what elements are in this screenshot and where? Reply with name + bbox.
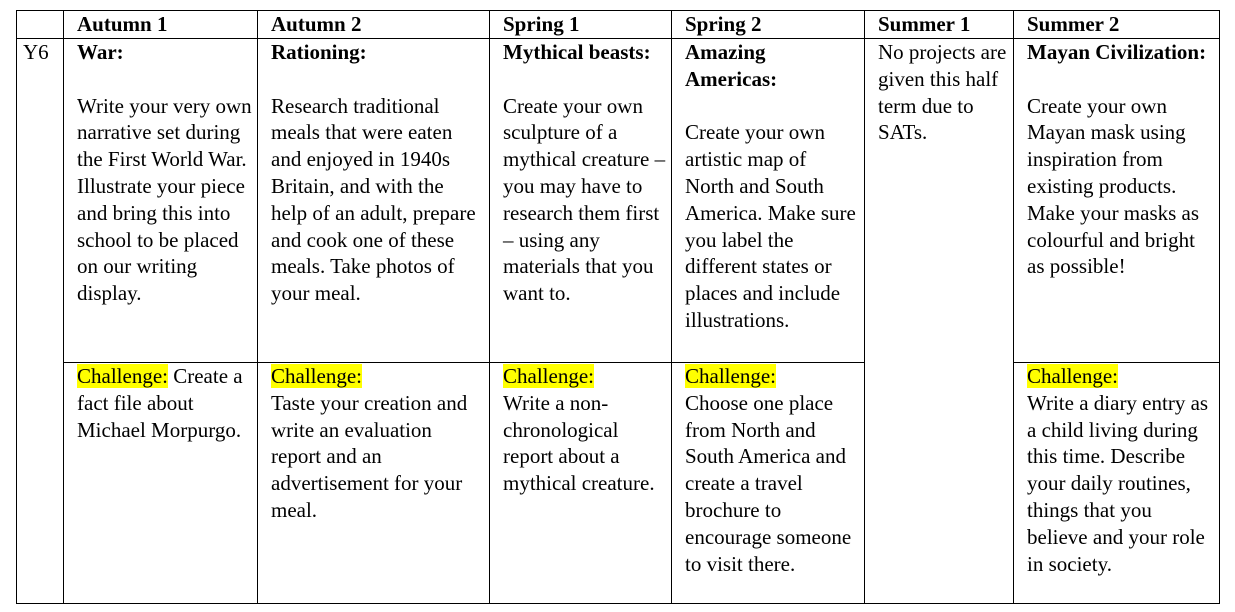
header-row: [17, 11, 1220, 39]
challenge-label: Challenge:: [503, 364, 594, 388]
project-text: Research traditional meals that were eaten and enjoyed in 1940s Britain, and with the help of an adult, prepare and cook one of these meals. Take photos of your meal.: [271, 93, 476, 306]
project-topic: Mayan Civilization:: [1027, 40, 1207, 64]
header-summer-2: Summer 2: [1014, 11, 1220, 39]
challenge-text: Choose one place from North and South America and create a travel brochure to encourage someone to visit there.: [685, 390, 852, 576]
year-label: Y6: [17, 39, 64, 604]
challenge-cell-spring-1: [490, 363, 672, 604]
challenge-text: Taste your creation and write an evaluation report and an advertisement for your meal.: [271, 390, 468, 522]
project-cell-spring-1: [490, 39, 672, 363]
challenge-text: Write a diary entry as a child living during this time. Describe your daily routines, things that you believe and your role in society.: [1027, 390, 1209, 576]
challenge-label: Challenge:: [271, 364, 362, 388]
project-topic: War:: [77, 40, 124, 64]
project-cell-summer-2: [1014, 39, 1220, 363]
challenge-label: Challenge:: [1027, 364, 1118, 388]
header-summer-1: Summer 1: [865, 11, 1014, 39]
project-text: Create your own artistic map of North and South America. Make sure you label the different states or places and include illustrations.: [685, 120, 856, 332]
project-cell-autumn-1: [64, 39, 258, 363]
challenge-text: Write a non-chronological report about a mythical creature.: [503, 390, 655, 496]
project-text: Write your very own narrative set during the First World War. Illustrate your piece and bring this into school to be placed on our writing display.: [77, 93, 252, 306]
project-text: No projects are given this half term due to SATs.: [878, 40, 1007, 145]
challenge-cell-summer-2: [1014, 363, 1220, 604]
challenge-label: Challenge:: [685, 364, 776, 388]
project-cell-summer-1: [865, 39, 1014, 604]
project-topic: Amazing Americas:: [685, 40, 778, 91]
header-autumn-2: Autumn 2: [258, 11, 490, 39]
project-topic: Rationing:: [271, 40, 367, 64]
projects-row: [17, 39, 1220, 363]
challenges-row: [17, 363, 1220, 604]
challenge-cell-autumn-1: [64, 363, 258, 604]
project-text: Create your own sculpture of a mythical creature – you may have to research them first – using any materials that you want to.: [503, 93, 666, 306]
challenge-cell-autumn-2: [258, 363, 490, 604]
homework-projects-table: [16, 10, 1220, 604]
header-autumn-1: Autumn 1: [64, 11, 258, 39]
project-cell-autumn-2: [258, 39, 490, 363]
header-spring-1: Spring 1: [490, 11, 672, 39]
challenge-label: Challenge:: [77, 364, 168, 388]
project-topic: Mythical beasts:: [503, 40, 651, 64]
project-cell-spring-2: [672, 39, 865, 363]
header-blank-cell: [17, 11, 64, 39]
challenge-cell-spring-2: [672, 363, 865, 604]
challenge-text: Create a fact file about Michael Morpurgo.: [77, 364, 243, 442]
header-spring-2: Spring 2: [672, 11, 865, 39]
project-text: Create your own Mayan mask using inspiration from existing products. Make your masks as colourful and bright as possible!: [1027, 93, 1200, 279]
